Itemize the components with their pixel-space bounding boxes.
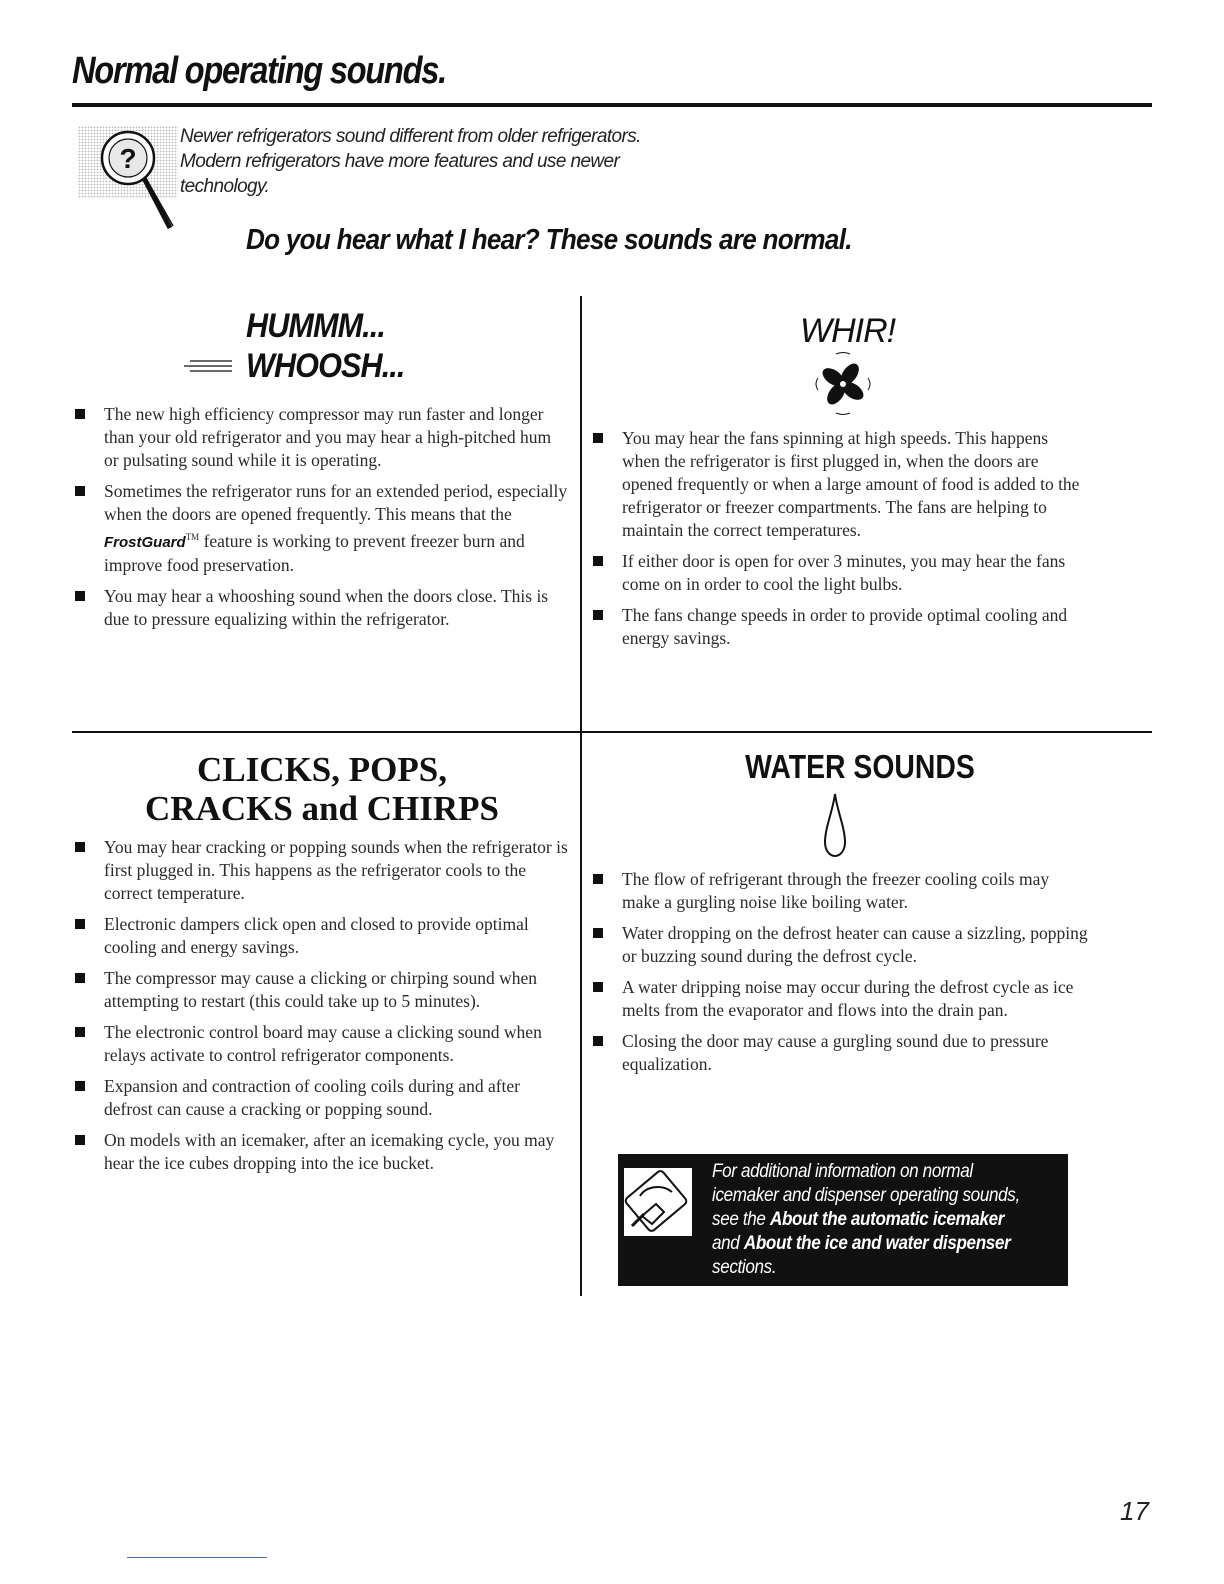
bullet-square-icon — [75, 1081, 85, 1091]
fan-icon — [810, 350, 876, 416]
bullet-square-icon — [75, 973, 85, 983]
horizontal-divider — [72, 731, 1152, 733]
list-item: Electronic dampers click open and closed to provide optimal cooling and energy savings. — [72, 913, 572, 959]
bullet-square-icon — [593, 610, 603, 620]
clicks-heading-line: CRACKS and CHIRPS — [145, 789, 499, 828]
list-item: You may hear a whooshing sound when the doors close. This is due to pressure equalizing within the refrigerator. — [72, 585, 572, 631]
water-sounds-heading: WATER SOUNDS — [745, 748, 975, 785]
info-line: sections. — [712, 1257, 777, 1278]
whir-bullet-list — [590, 427, 1080, 658]
info-line: and About the ice and water dispenser — [712, 1233, 1011, 1254]
water-bullet-list — [590, 868, 1090, 1084]
list-item: On models with an icemaker, after an icemaking cycle, you may hear the ice cubes dropping into the ice bucket. — [72, 1129, 572, 1175]
list-item: The fans change speeds in order to provide optimal cooling and energy savings. — [590, 604, 1080, 650]
bullet-square-icon — [593, 874, 603, 884]
bullet-square-icon — [593, 433, 603, 443]
intro-line: Newer refrigerators sound different from older refrigerators. — [180, 126, 641, 147]
svg-text:?: ? — [119, 143, 137, 174]
icemaker-section-reference[interactable]: About the automatic icemaker — [769, 1209, 1005, 1230]
list-item: The electronic control board may cause a clicking sound when relays activate to control refrigerator components. — [72, 1021, 572, 1067]
list-item: You may hear cracking or popping sounds when the refrigerator is first plugged in. This happens as the refrigerator cools to the correct temperature. — [72, 836, 572, 905]
bullet-square-icon — [593, 1036, 603, 1046]
bullet-square-icon — [75, 1135, 85, 1145]
clicks-bullet-list — [72, 836, 572, 1183]
list-item: The flow of refrigerant through the freezer cooling coils may make a gurgling noise like boiling water. — [590, 868, 1090, 914]
info-line: see the About the automatic icemaker — [712, 1209, 1005, 1230]
dispenser-section-reference[interactable]: About the ice and water dispenser — [743, 1233, 1011, 1254]
bullet-square-icon — [75, 591, 85, 601]
title-rule — [72, 103, 1152, 107]
whir-heading: WHIR! — [800, 312, 896, 350]
info-line: For additional information on normal — [712, 1161, 973, 1182]
vertical-divider — [580, 296, 582, 1296]
bullet-square-icon — [75, 1027, 85, 1037]
list-item: If either door is open for over 3 minutes, you may hear the fans come on in order to cool the light bulbs. — [590, 550, 1080, 596]
bullet-square-icon — [75, 919, 85, 929]
list-item: A water dripping noise may occur during the defrost cycle as ice melts from the evaporator and flows into the drain pan. — [590, 976, 1090, 1022]
bullet-square-icon — [75, 486, 85, 496]
icemaker-icon — [622, 1166, 694, 1238]
sounds-subheading: Do you hear what I hear? These sounds are normal. — [246, 224, 852, 256]
list-item: Closing the door may cause a gurgling sound due to pressure equalization. — [590, 1030, 1090, 1076]
hum-bullet-list — [72, 403, 572, 639]
list-item: Water dropping on the defrost heater can cause a sizzling, popping or buzzing sound during the defrost cycle. — [590, 922, 1090, 968]
list-item: Sometimes the refrigerator runs for an extended period, especially when the doors are opened frequently. This means that the FrostGuard™ feature is working to prevent freezer burn and improve food preservation. — [72, 480, 572, 577]
footer-line — [127, 1557, 267, 1558]
bullet-square-icon — [75, 409, 85, 419]
clicks-heading — [68, 750, 576, 828]
bullet-square-icon — [75, 842, 85, 852]
info-box-text — [712, 1160, 1027, 1280]
intro-text — [180, 124, 700, 199]
intro-line: technology. — [180, 176, 270, 197]
clicks-heading-line: CLICKS, POPS, — [197, 750, 447, 789]
page-title: Normal operating sounds. — [72, 50, 446, 92]
frostguard-brand: FrostGuard — [104, 533, 186, 551]
whoosh-lines-icon — [184, 358, 232, 374]
bullet-square-icon — [593, 928, 603, 938]
list-item: The compressor may cause a clicking or chirping sound when attempting to restart (this could take up to 5 minutes). — [72, 967, 572, 1013]
intro-line: Modern refrigerators have more features and use newer — [180, 151, 620, 172]
water-drop-icon — [820, 790, 850, 860]
page-number: 17 — [1120, 1496, 1149, 1526]
hum-whoosh-heading — [246, 306, 404, 386]
hum-heading-line: HUMMM... — [246, 307, 385, 345]
trademark-mark: TM — [185, 532, 200, 542]
list-item: The new high efficiency compressor may run faster and longer than your old refrigerator and you may hear a high-pitched hum or pulsating sound while it is operating. — [72, 403, 572, 472]
bullet-square-icon — [593, 982, 603, 992]
bullet-square-icon — [593, 556, 603, 566]
list-item: You may hear the fans spinning at high speeds. This happens when the refrigerator is first plugged in, when the doors are opened frequently or when a large amount of food is added to the refrigerator or freezer compartments. The fans are helping to maintain the correct temperatures. — [590, 427, 1080, 542]
question-mark-icon — [78, 126, 178, 236]
list-item: Expansion and contraction of cooling coils during and after defrost can cause a cracking or popping sound. — [72, 1075, 572, 1121]
whoosh-heading-line: WHOOSH... — [246, 347, 405, 385]
info-line: icemaker and dispenser operating sounds, — [712, 1185, 1020, 1206]
